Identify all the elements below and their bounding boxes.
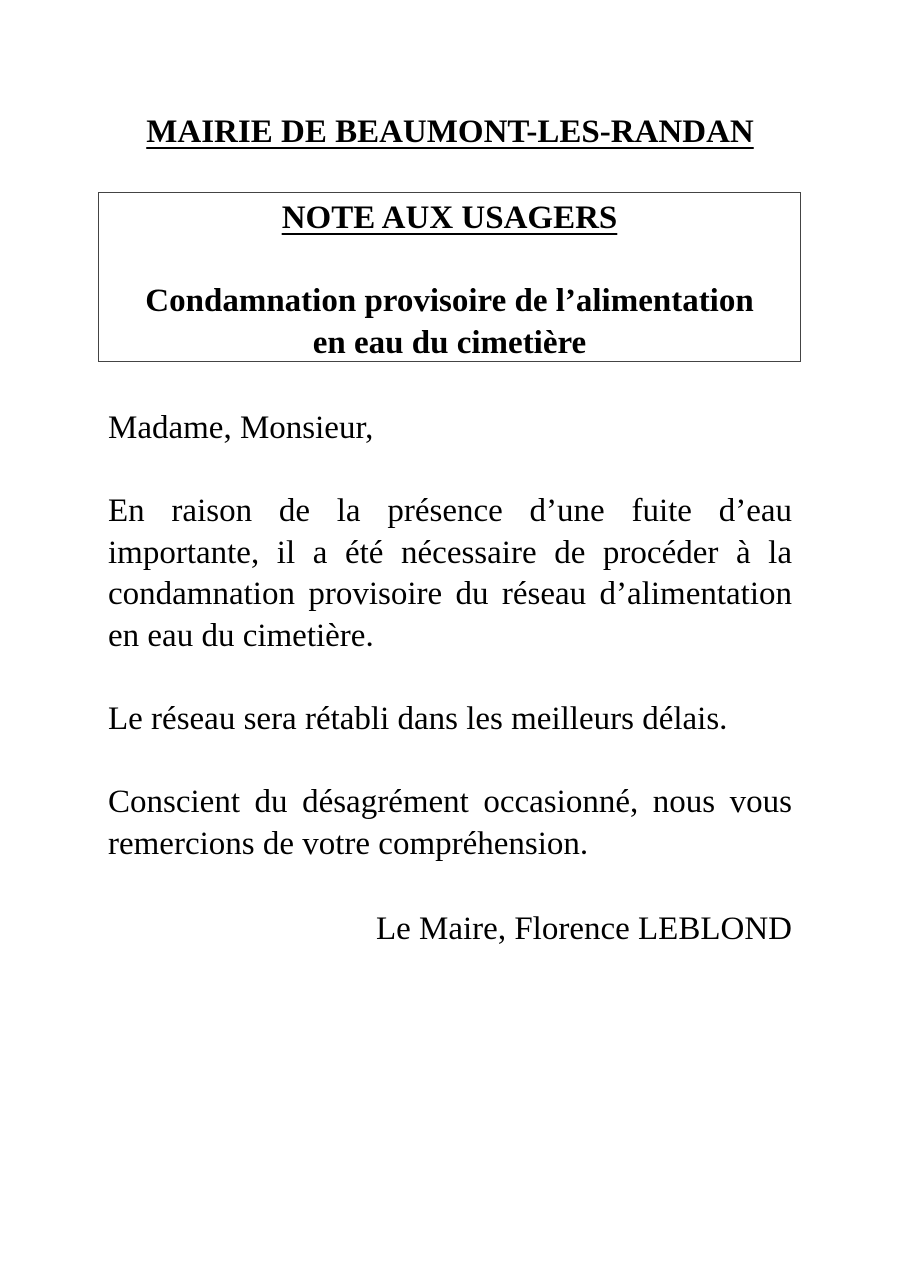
notice-subject-line2: en eau du cimetière (312, 325, 587, 361)
paragraph-thanks: Conscient du désagrément occasionné, nous vous remercions de votre compréhension. (108, 784, 792, 862)
signature: Le Maire, Florence LEBLOND (375, 911, 792, 947)
paragraph-restoration: Le réseau sera rétabli dans les meilleurs délais. (108, 701, 728, 737)
notice-heading: NOTE AUX USAGERS (281, 200, 618, 236)
town-hall-header: MAIRIE DE BEAUMONT-LES-RANDAN (146, 114, 754, 150)
notice-subject (98, 280, 801, 364)
salutation: Madame, Monsieur, (108, 410, 374, 446)
notice-subject-line1: Condamnation provisoire de l’alimentation (145, 283, 754, 319)
paragraph-leak-notice: En raison de la présence d’une fuite d’eau importante, il a été nécessaire de procéder à la condamnation provisoire du réseau d’alimentation en eau du cimetière. (108, 493, 792, 654)
